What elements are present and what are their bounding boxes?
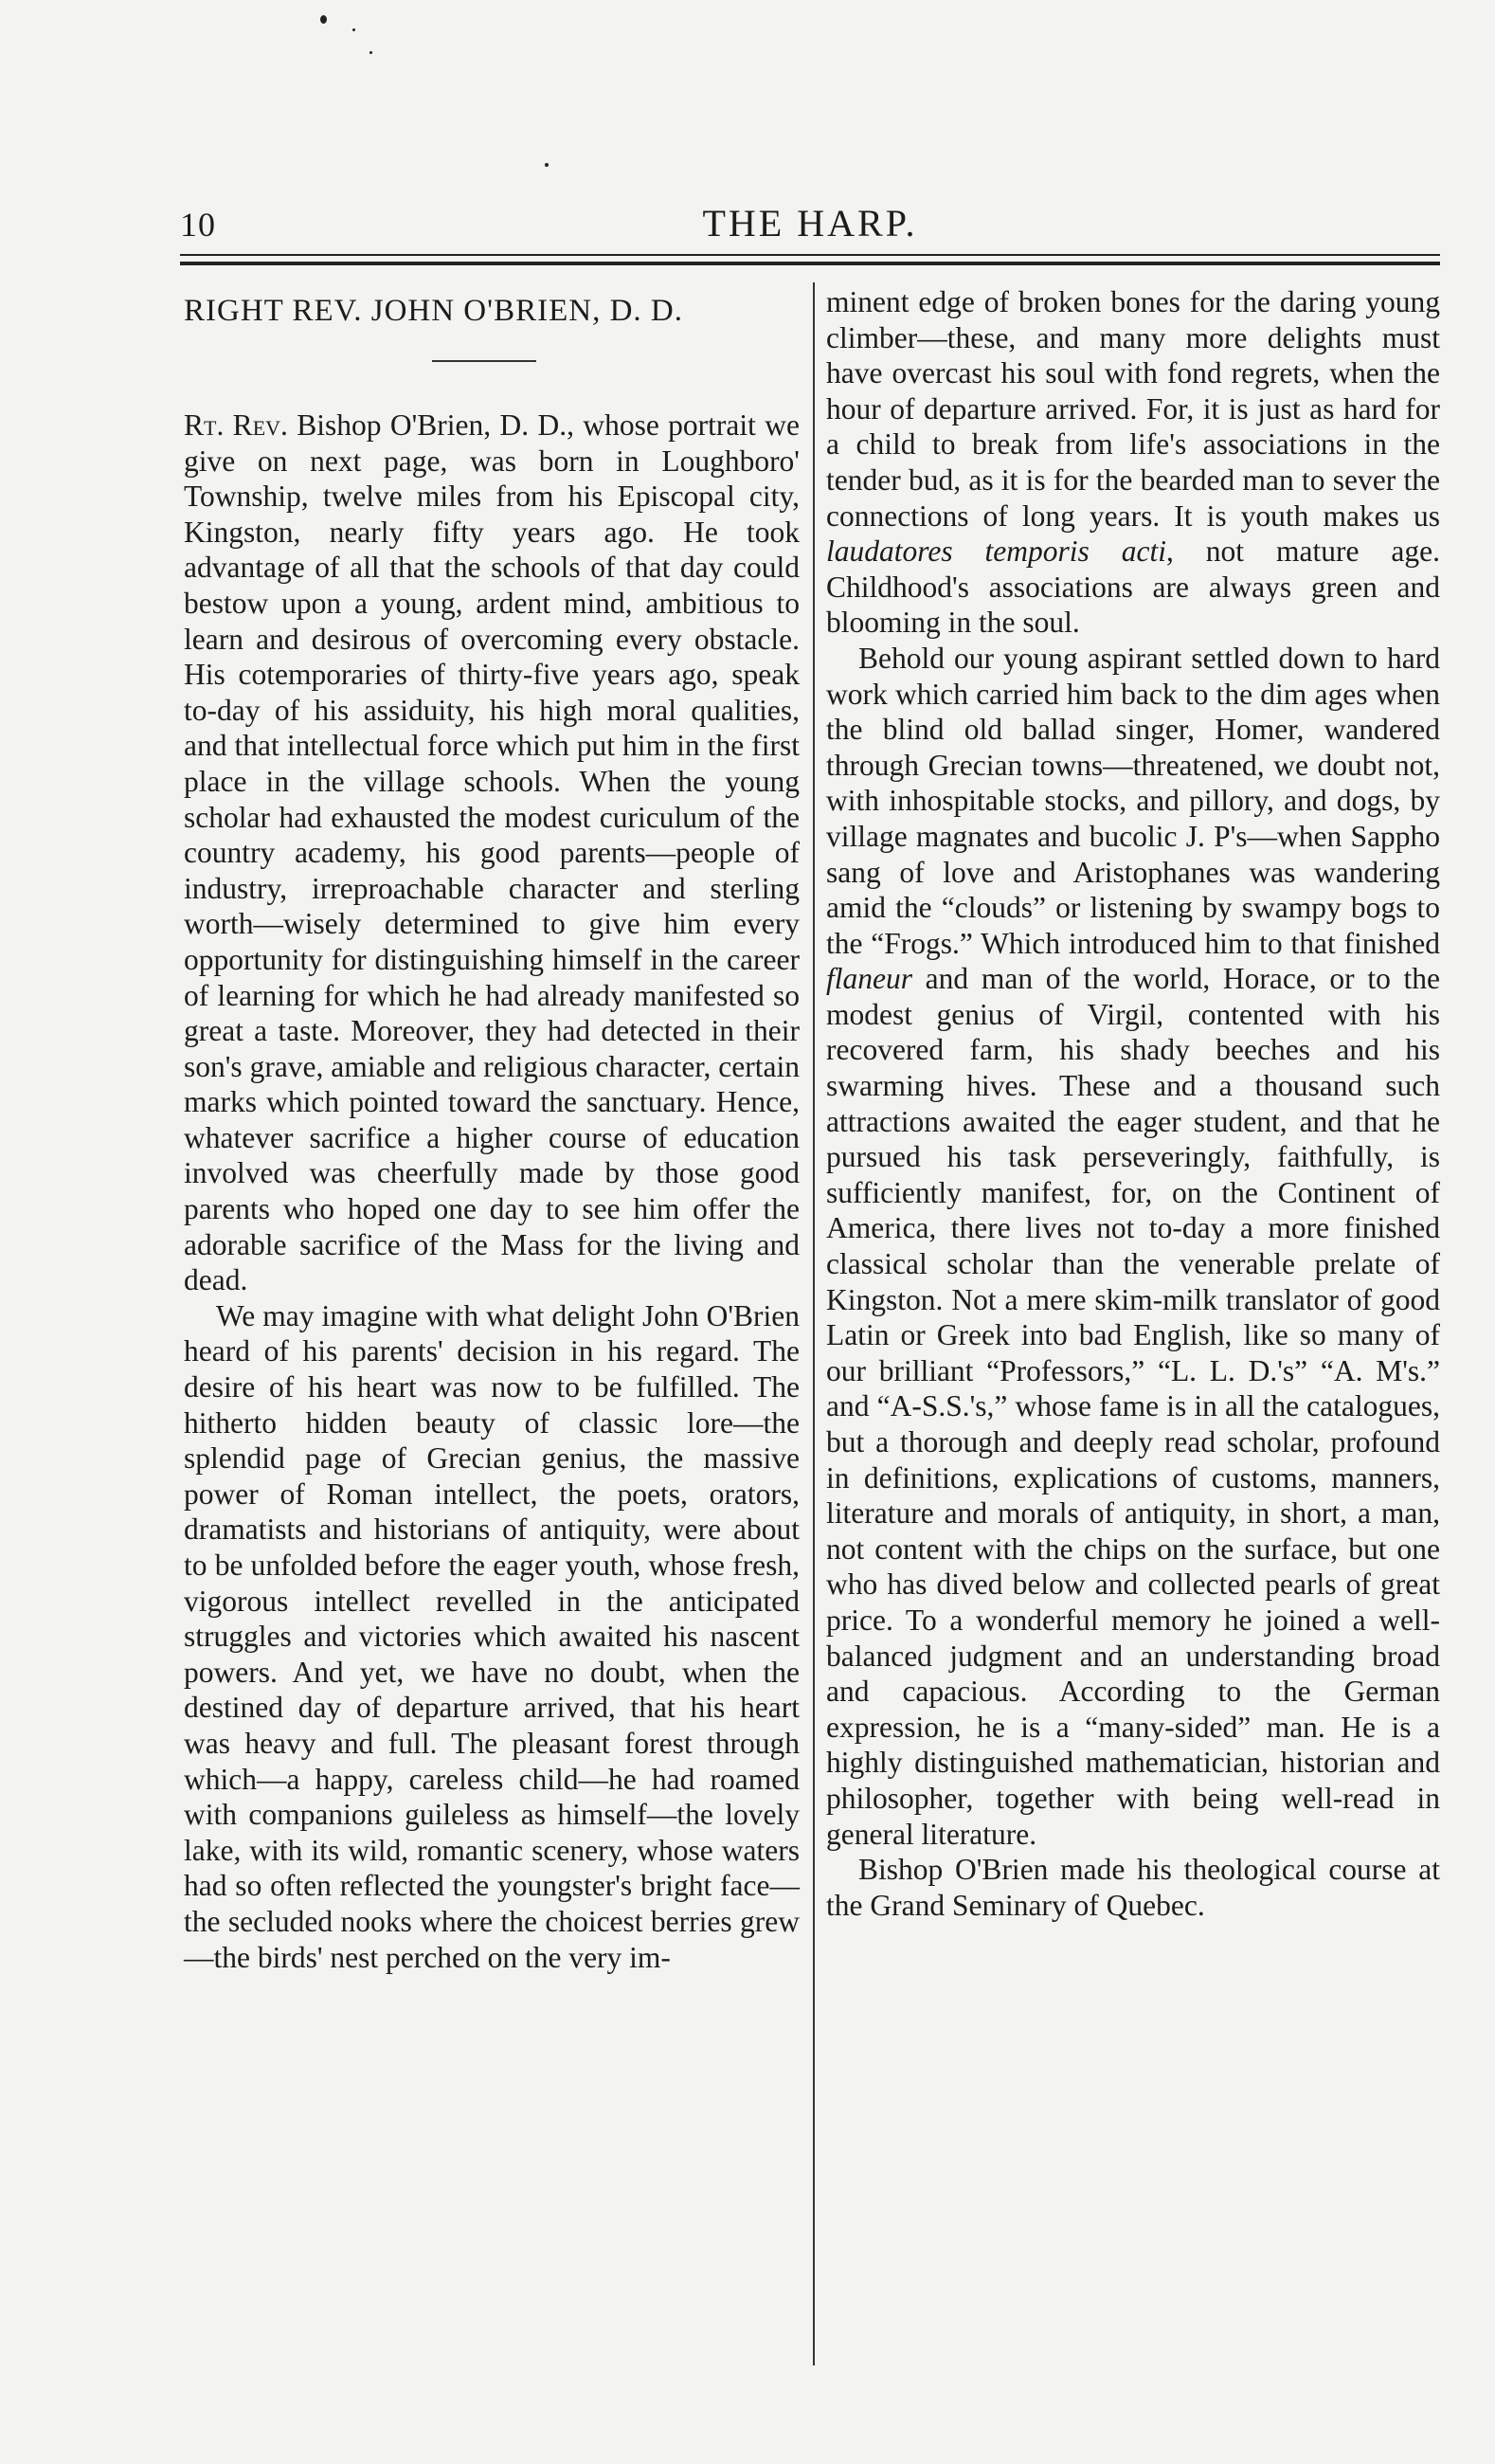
text-run: We may imagine with what delight John O'Brien heard of his parents' decision in his regard. The desire of his heart was now to be fulfilled. The hitherto hidden beauty of classic lore—the splendid page of Grecian genius, the massive power of Roman intellect, the poets, orators, dramatists and historians of antiquity, were about to be unfolded before the eager youth, whose fresh, vigorous intellect revelled in the anticipated struggles and victories which awaited his nascent powers. And yet, we have no doubt, when the destined day of departure arrived, that his heart was heavy and full. The pleasant forest through which—a happy, careless child—he had roamed with companions guileless as himself—the lovely lake, with its wild, romantic scenery, whose waters had so often reflected the youngster's bright face—the secluded nooks where the choicest berries grew—the birds' nest perched on the very im-	[184, 1298, 800, 1974]
right-column	[826, 284, 1440, 1923]
right-column-text	[826, 284, 1440, 1923]
page-number: 10	[180, 206, 216, 244]
ink-speck	[369, 51, 372, 54]
smallcaps-text: Rt. Rev.	[184, 408, 288, 442]
header-rule-thick	[180, 262, 1440, 265]
ink-speck	[545, 163, 549, 167]
paragraph	[184, 1298, 800, 1975]
paragraph	[826, 641, 1440, 1852]
ink-speck	[352, 28, 355, 31]
paragraph	[826, 284, 1440, 641]
column-divider	[813, 282, 815, 2365]
text-run: minent edge of broken bones for the daring young climber—these, and many more delights must have overcast his soul with fond regrets, when the hour of departure arrived. For, it is just as hard for a child to break from life's associations in the tender bud, as it is for the bearded man to sever the connections of long years. It is youth makes us	[826, 285, 1440, 533]
paragraph	[826, 1852, 1440, 1923]
text-run: and man of the world, Horace, or to the modest genius of Virgil, contented with his recovered farm, his shady beeches and his swarming hives. These and a thousand such attractions awaited the eager student, and that he pursued his task perseveringly, faithfully, is sufficiently manifest, for, on the Continent of America, there lives not to-day a more finished classical scholar than the venerable prelate of Kingston. Not a mere skim-milk translator of good Latin or Greek into bad English, like so many of our brilliant “Professors,” “L. L. D.'s” “A. M's.” and “A-S.S.'s,” whose fame is in all the catalogues, but a thorough and deeply read scholar, profound in definitions, explications of customs, manners, literature and morals of antiquity, in short, a man, not content with the chips on the surface, but one who has dived below and collected pearls of great price. To a wonderful memory he joined a well-balanced judgment and an understanding broad and capacious. According to the German expression, he is a “many-sided” man. He is a highly distinguished mathematician, historian and philosopher, together with being well-read in general literature.	[826, 962, 1440, 1851]
title-rule	[432, 360, 536, 362]
journal-title: THE HARP.	[702, 202, 918, 245]
text-run: , not mature age. Childhood's associations are always green and blooming in the soul.	[826, 534, 1440, 640]
text-run: Bishop O'Brien made his theological course at the Grand Seminary of Quebec.	[826, 1853, 1440, 1922]
text-run: Behold our young aspirant settled down to hard work which carried him back to the dim ages when the blind old ballad singer, Homer, wandered through Grecian towns—threatened, we doubt not, with inhospitable stocks, and pillory, and dogs, by village magnates and bucolic J. P's—when Sappho sang of love and Aristophanes was wandering amid the “clouds” or listening by swampy bogs to the “Frogs.” Which introduced him to that finished	[826, 641, 1440, 960]
left-column-text	[184, 408, 800, 1975]
paragraph	[184, 408, 800, 1298]
ink-speck	[320, 15, 327, 24]
article-title: RIGHT REV. JOHN O'BRIEN, D. D.	[184, 294, 683, 328]
italic-text: laudatores temporis acti	[826, 534, 1166, 569]
header-rule-thin	[180, 254, 1440, 256]
italic-text: flaneur	[826, 962, 912, 996]
text-run: Bishop O'Brien, D. D., whose portrait we give on next page, was born in Loughboro' Township, twelve miles from his Episcopal city, Kingston, nearly fifty years ago. He took advantage of all that the schools of that day could bestow upon a young, ardent mind, ambitious to learn and desirous of overcoming every obstacle. His cotemporaries of thirty-five years ago, speak to-day of his assiduity, his high moral qualities, and that intellectual force which put him in the first place in the village schools. When the young scholar had exhausted the modest curiculum of the country academy, his good parents—people of industry, irreproachable character and sterling worth—wisely determined to give him every opportunity for distinguishing himself in the career of learning for which he had already manifested so great a taste. Moreover, they had detected in their son's grave, amiable and religious character, certain marks which pointed toward the sanctuary. Hence, whatever sacrifice a higher course of education involved was cheerfully made by those good parents who hoped one day to see him offer the adorable sacrifice of the Mass for the living and dead.	[184, 408, 800, 1297]
page-header	[180, 201, 1440, 248]
left-column	[184, 284, 800, 1975]
